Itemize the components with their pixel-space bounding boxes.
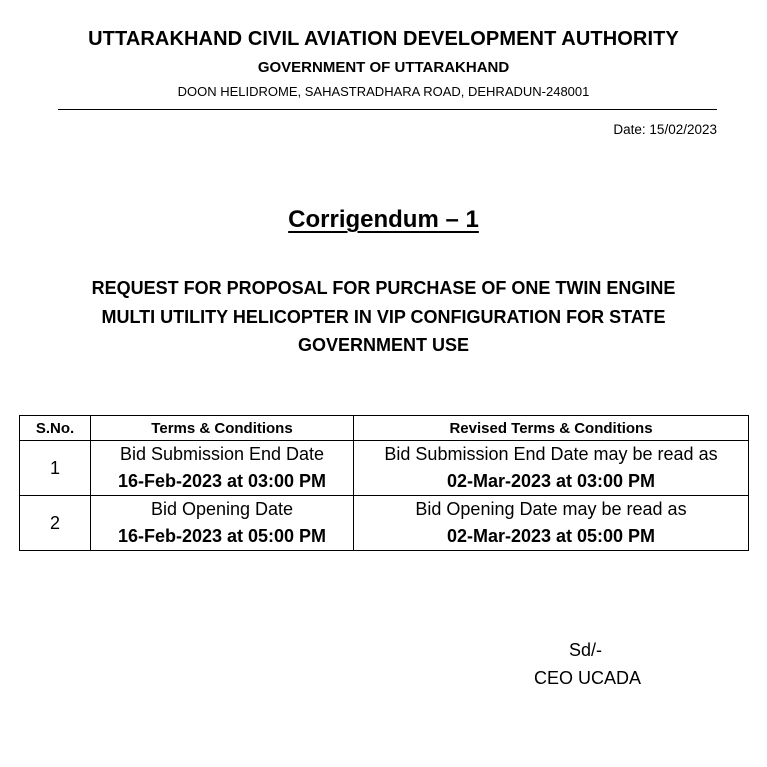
- table-row: [20, 441, 749, 496]
- term-date: 16-Feb-2023 at 05:00 PM: [117, 526, 327, 546]
- document-title: [0, 206, 767, 234]
- row-term: [91, 441, 354, 496]
- row-term: [91, 496, 354, 551]
- header-sno: S.No.: [20, 416, 91, 441]
- row-revised-term: [354, 496, 749, 551]
- term-date: 16-Feb-2023 at 03:00 PM: [117, 471, 327, 491]
- term-label: Bid Opening Date: [150, 499, 294, 519]
- revised-date: 02-Mar-2023 at 05:00 PM: [446, 526, 656, 546]
- row-sno: 2: [20, 496, 91, 551]
- header-terms: Terms & Conditions: [91, 416, 354, 441]
- row-sno: 1: [20, 441, 91, 496]
- organization-name: UTTARAKHAND CIVIL AVIATION DEVELOPMENT AUTHORITY: [88, 28, 679, 50]
- row-revised-term: [354, 441, 749, 496]
- term-label: Bid Submission End Date: [119, 444, 325, 464]
- header-revised-terms: Revised Terms & Conditions: [354, 416, 749, 441]
- document-date: Date: 15/02/2023: [613, 122, 717, 137]
- revised-label: Bid Opening Date may be read as: [415, 499, 687, 519]
- organization-address: DOON HELIDROME, SAHASTRADHARA ROAD, DEHRADUN-248001: [177, 84, 590, 99]
- revised-label: Bid Submission End Date may be read as: [384, 444, 718, 464]
- signature-sd: Sd/-: [569, 640, 603, 660]
- signatory-designation: CEO UCADA: [534, 668, 642, 688]
- terms-table: [19, 415, 749, 551]
- revised-date: 02-Mar-2023 at 03:00 PM: [446, 471, 656, 491]
- header-divider: [58, 109, 717, 110]
- subject-line-1: REQUEST FOR PROPOSAL FOR PURCHASE OF ONE TWIN ENGINE: [91, 278, 676, 298]
- corrigendum-title-text: Corrigendum – 1: [288, 206, 479, 233]
- table-row: [20, 496, 749, 551]
- government-name: GOVERNMENT OF UTTARAKHAND: [257, 59, 510, 76]
- subject-line-2: MULTI UTILITY HELICOPTER IN VIP CONFIGURATION FOR STATE: [101, 306, 666, 327]
- table-header-row: [20, 416, 749, 441]
- subject-heading: [60, 274, 707, 360]
- subject-line-3: GOVERNMENT USE: [297, 335, 470, 355]
